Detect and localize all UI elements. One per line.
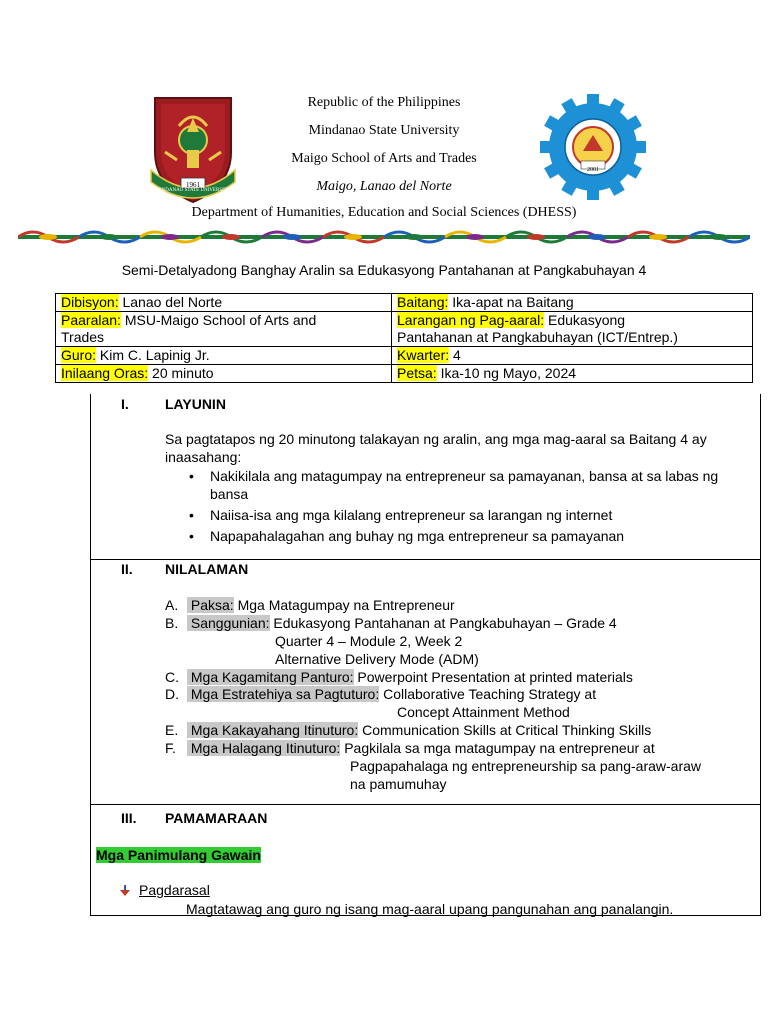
item-letter: A.: [165, 597, 179, 613]
content-item-sanggunian: [165, 614, 755, 632]
section-number: II.: [121, 561, 133, 577]
dibisyon-label: Dibisyon:: [61, 294, 119, 310]
banner-leaf: [100, 234, 118, 240]
content-item-halaga: [165, 739, 755, 757]
item-value: Communication Skills at Critical Thinking Skills: [358, 722, 652, 738]
seal-year: 1961: [186, 181, 200, 189]
item-value: Pagkilala sa mga matagumpay na entrepreneur at: [340, 740, 655, 756]
bullet-icon: •: [189, 507, 194, 523]
banner-leaf: [344, 234, 362, 240]
paaralan-value-cont: Trades: [61, 329, 105, 345]
intro-line: inaasahang:: [165, 449, 242, 465]
subheading-panimulang-gawain: [96, 847, 261, 863]
banner-leaf: [710, 234, 728, 240]
header-school: Maigo School of Arts and Trades: [291, 151, 477, 166]
lesson-plan-title: Semi-Detalyadong Banghay Aralin sa Edukasyong Pantahanan at Pangkabuhayan 4: [121, 262, 647, 278]
pagdarasal-heading: Pagdarasal: [139, 882, 210, 898]
item-value-cont: Quarter 4 – Module 2, Week 2: [275, 633, 463, 649]
kwarter-label: Kwarter:: [397, 347, 450, 363]
banner-leaf: [527, 234, 545, 240]
bullet-icon: •: [189, 528, 194, 544]
table-row: [56, 312, 753, 347]
dibisyon-cell: [56, 294, 392, 312]
petsa-label: Petsa:: [397, 365, 437, 381]
item-label: Mga Halagang Itinuturo:: [187, 740, 341, 756]
kwarter-cell: [392, 347, 753, 365]
list-item: [186, 467, 756, 503]
section-title-nilalaman: NILALAMAN: [165, 561, 249, 577]
item-value-cont: Alternative Delivery Mode (ADM): [275, 651, 479, 667]
objective-text: Naiisa-isa ang mga kilalang entrepreneur sa larangan ng internet: [210, 507, 613, 523]
guro-value: Kim C. Lapinig Jr.: [96, 347, 210, 363]
guro-cell: [56, 347, 392, 365]
paaralan-label: Paaralan:: [61, 312, 121, 328]
lesson-info-table: [55, 293, 753, 383]
banner-leaf: [161, 234, 179, 240]
item-value: Powerpoint Presentation at printed materials: [353, 669, 633, 685]
seal-banner-text: MINDANAO STATE UNIVERSITY: [155, 188, 231, 193]
section-divider: [90, 559, 761, 560]
item-value-cont: Concept Attainment Method: [397, 704, 570, 720]
item-value-cont: Pagpapahalaga ng entrepreneurship sa pang-araw-araw: [350, 758, 702, 774]
header-republic: Republic of the Philippines: [307, 95, 461, 110]
subheading-text: Mga Panimulang Gawain: [96, 847, 261, 863]
pagdarasal-text: Magtatawag ang guro ng isang mag-aaral upang pangunahan ang panalangin.: [186, 901, 674, 917]
bullet-icon: •: [189, 468, 194, 484]
content-item-kakayahan: [165, 721, 755, 739]
dibisyon-value: Lanao del Norte: [118, 294, 223, 310]
okir-banner-decoration: [18, 227, 750, 247]
objectives-intro: [165, 430, 755, 466]
petsa-value: Ika-10 ng Mayo, 2024: [436, 365, 577, 381]
item-letter: F.: [165, 740, 176, 756]
baitang-cell: [392, 294, 753, 312]
intro-line: Sa pagtatapos ng 20 minutong talakayan ng aralin, ang mga mag-aaral sa Baitang 4 ay: [165, 431, 707, 447]
kwarter-value: 4: [449, 347, 461, 363]
banner-leaf: [283, 234, 301, 240]
list-item: [186, 527, 756, 545]
banner-leaf: [222, 234, 240, 240]
petsa-cell: [392, 365, 753, 383]
item-value: Collaborative Teaching Strategy at: [379, 686, 597, 702]
item-letter: B.: [165, 615, 179, 631]
oras-cell: [56, 365, 392, 383]
paaralan-cell: [56, 312, 392, 347]
content-item-kagamitan: [165, 668, 755, 686]
table-row: [56, 294, 753, 312]
arrow-bullet-icon: [118, 883, 132, 897]
banner-leaf: [588, 234, 606, 240]
header-location: Maigo, Lanao del Norte: [316, 179, 452, 194]
content-item-paksa: [165, 596, 755, 614]
larangan-value: Edukasyong: [544, 312, 626, 328]
item-label: Mga Estratehiya sa Pagtuturo:: [187, 686, 380, 702]
banner-leaf: [405, 234, 423, 240]
item-value: Mga Matagumpay na Entrepreneur: [233, 597, 455, 613]
item-label: Paksa:: [187, 597, 234, 613]
guro-label: Guro:: [61, 347, 97, 363]
banner-leaf: [39, 234, 57, 240]
header-university: Mindanao State University: [308, 123, 460, 138]
baitang-value: Ika-apat na Baitang: [448, 294, 574, 310]
larangan-cell: [392, 312, 753, 347]
oras-label: Inilaang Oras:: [61, 365, 149, 381]
item-letter: C.: [165, 669, 179, 685]
table-row: [56, 347, 753, 365]
banner-leaf: [466, 234, 484, 240]
objective-text: Nakikilala ang matagumpay na entrepreneur sa pamayanan, bansa at sa labas ng bansa: [210, 468, 719, 502]
item-letter: D.: [165, 686, 179, 702]
item-value: Edukasyong Pantahanan at Pangkabuhayan – Grade 4: [269, 615, 617, 631]
oras-value: 20 minuto: [148, 365, 214, 381]
section-title-pamamaraan: PAMAMARAAN: [165, 810, 268, 826]
larangan-label: Larangan ng Pag-aaral:: [397, 312, 545, 328]
section-divider: [90, 804, 761, 805]
table-row: [56, 365, 753, 383]
content-item-estratehiya: [165, 685, 755, 703]
objective-text: Napapahalagahan ang buhay ng mga entrepreneur sa pamayanan: [210, 528, 625, 544]
department-line: Department of Humanities, Education and Social Sciences (DHESS): [191, 205, 577, 220]
section-number: III.: [121, 810, 137, 826]
banner-leaf: [649, 234, 667, 240]
paaralan-value: MSU-Maigo School of Arts and: [120, 312, 317, 328]
list-item: [186, 506, 756, 524]
gear-seal-year: 2001: [587, 167, 599, 173]
item-label: Mga Kagamitang Panturo:: [187, 669, 354, 685]
larangan-value-cont: Pantahanan at Pangkabuhayan (ICT/Entrep.): [397, 329, 678, 345]
item-label: Sanggunian:: [187, 615, 270, 631]
school-header: [190, 92, 578, 204]
item-label: Mga Kakayahang Itinuturo:: [187, 722, 359, 738]
objectives-list: [186, 467, 756, 548]
item-value-cont: na pamumuhay: [350, 776, 447, 792]
baitang-label: Baitang:: [397, 294, 449, 310]
section-title-layunin: LAYUNIN: [165, 396, 226, 412]
item-letter: E.: [165, 722, 179, 738]
section-number: I.: [121, 396, 129, 412]
